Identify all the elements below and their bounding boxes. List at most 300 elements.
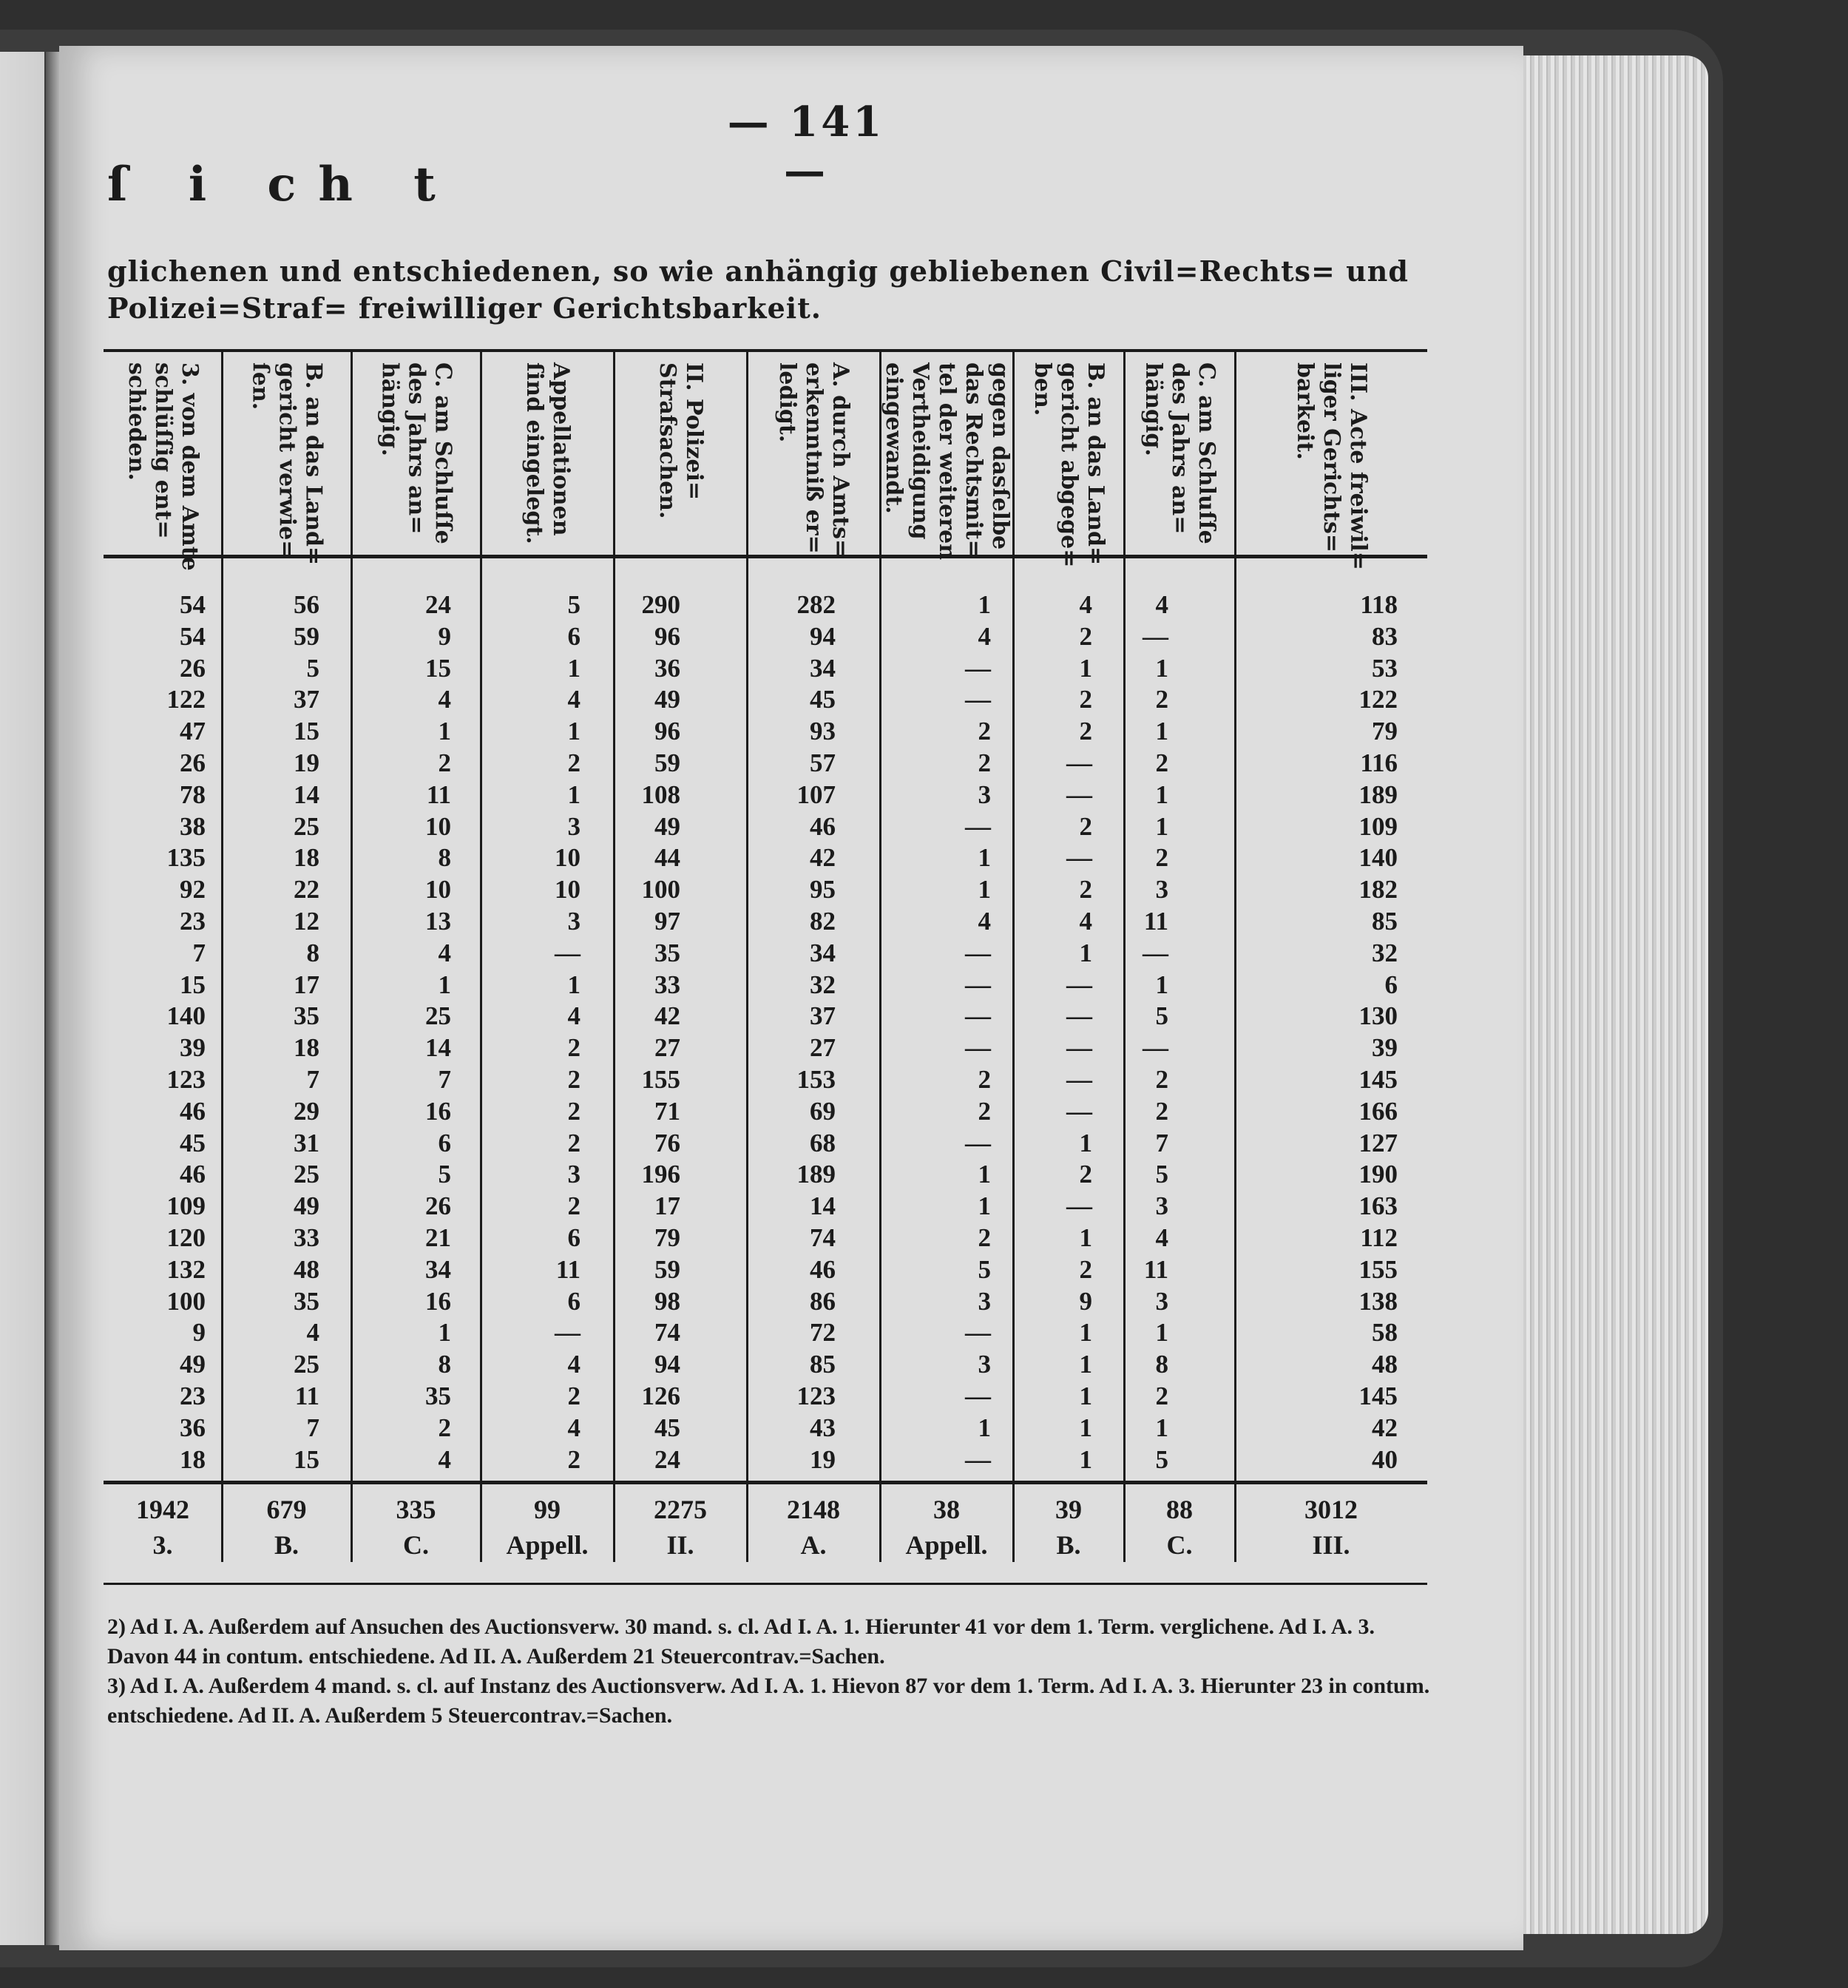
table-cell: 93 bbox=[810, 717, 836, 746]
table-cell: 56 bbox=[294, 590, 319, 619]
table-cell: 2 bbox=[1155, 1096, 1168, 1126]
table-cell: 14 bbox=[810, 1191, 836, 1221]
table-cell: 59 bbox=[654, 748, 680, 777]
table-cell: 8 bbox=[1155, 1350, 1168, 1379]
table-cell: 46 bbox=[810, 1254, 836, 1284]
total-value: 679 bbox=[266, 1495, 307, 1524]
total-label: B. bbox=[274, 1530, 299, 1560]
table-cell: 21 bbox=[425, 1223, 451, 1252]
footnote-rule bbox=[104, 1583, 1427, 1585]
table-cell: 132 bbox=[166, 1254, 206, 1284]
table-cell: 127 bbox=[1358, 1128, 1398, 1157]
table-cell: 2 bbox=[567, 1064, 581, 1094]
table-cell: 1 bbox=[567, 653, 581, 683]
table-cell: 24 bbox=[654, 1444, 680, 1474]
table-cell: 46 bbox=[180, 1096, 206, 1126]
table-cell: 42 bbox=[1372, 1413, 1398, 1442]
table-cell: 9 bbox=[438, 621, 451, 651]
table-cell: 24 bbox=[425, 590, 451, 619]
table-cell: 85 bbox=[1372, 906, 1398, 936]
table-cell: 96 bbox=[654, 717, 680, 746]
table-cell: 7 bbox=[192, 938, 206, 967]
table-cell: 6 bbox=[567, 621, 581, 651]
table-cell: 46 bbox=[180, 1160, 206, 1189]
table-cell: 2 bbox=[567, 1444, 581, 1474]
table-cell: 53 bbox=[1372, 653, 1398, 683]
table-cell: 44 bbox=[654, 843, 680, 873]
table-cell: 135 bbox=[166, 843, 206, 873]
table-cell: 54 bbox=[180, 621, 206, 651]
table-cell: 2 bbox=[978, 717, 991, 746]
table-cell: 48 bbox=[294, 1254, 319, 1284]
table-cell: 68 bbox=[810, 1128, 836, 1157]
table-total-rule bbox=[104, 1481, 1427, 1484]
table-cell: 78 bbox=[180, 780, 206, 809]
column-header bbox=[481, 362, 614, 547]
table-cell: 1 bbox=[1079, 1444, 1092, 1474]
table-cell: 18 bbox=[294, 843, 319, 873]
table-cell: — bbox=[1066, 1033, 1092, 1063]
table-cell: 109 bbox=[1358, 811, 1398, 841]
table-cell: 94 bbox=[654, 1350, 680, 1379]
table-cell: 8 bbox=[438, 843, 451, 873]
table-cell: 1 bbox=[978, 875, 991, 905]
table-cell: 37 bbox=[810, 1001, 836, 1031]
table-cell: — bbox=[1066, 970, 1092, 999]
footnote-2: 2) Ad I. A. Außerdem auf Ansuchen des Auctionsverw. 30 mand. s. cl. Ad I. A. 1. Hierunter 41 vor dem 1. Term. verglichene. Ad I. A. 3. Davon 44 in contum. entschiedene. Ad II. A. Außerdem 21 Steuercontrav.=Sachen. bbox=[107, 1615, 1375, 1668]
total-label: C. bbox=[1166, 1530, 1193, 1560]
table-cell: 4 bbox=[438, 938, 451, 967]
column-header-label: 3. von dem Amte schlüſſig ent= schieden. bbox=[123, 362, 203, 571]
data-column bbox=[362, 589, 451, 1475]
table-cell: 59 bbox=[654, 1254, 680, 1284]
data-column bbox=[231, 589, 319, 1475]
table-cell: 108 bbox=[641, 780, 680, 809]
column-header-label: gegen dasſelbe das Rechtsmit= tel der weiteren Vertheidigung eingewandt. bbox=[881, 362, 1013, 561]
table-cell: 15 bbox=[294, 1444, 319, 1474]
table-cell: 49 bbox=[654, 811, 680, 841]
table-cell: 3 bbox=[567, 811, 581, 841]
table-cell: — bbox=[965, 1033, 991, 1063]
table-cell: 16 bbox=[425, 1286, 451, 1316]
table-cell: 2 bbox=[1155, 843, 1168, 873]
table-cell: 34 bbox=[425, 1254, 451, 1284]
table-cell: 6 bbox=[438, 1128, 451, 1157]
table-cell: 37 bbox=[294, 685, 319, 714]
table-cell: — bbox=[1066, 1064, 1092, 1094]
table-cell: 10 bbox=[425, 875, 451, 905]
total-value: 2275 bbox=[654, 1495, 707, 1524]
table-cell: 34 bbox=[810, 938, 836, 967]
table-cell: 1 bbox=[567, 970, 581, 999]
table-cell: 2 bbox=[438, 748, 451, 777]
table-cell: 69 bbox=[810, 1096, 836, 1126]
table-cell: 189 bbox=[1358, 780, 1398, 809]
table-cell: 97 bbox=[654, 906, 680, 936]
table-cell: 10 bbox=[555, 843, 581, 873]
table-cell: 59 bbox=[294, 621, 319, 651]
total-cell bbox=[614, 1492, 747, 1563]
table-cell: 122 bbox=[1358, 685, 1398, 714]
table-cell: 26 bbox=[180, 748, 206, 777]
table-cell: 12 bbox=[294, 906, 319, 936]
table-cell: 2 bbox=[1079, 621, 1092, 651]
table-cell: 38 bbox=[180, 811, 206, 841]
table-cell: 33 bbox=[294, 1223, 319, 1252]
table-cell: 140 bbox=[1358, 843, 1398, 873]
table-cell: 4 bbox=[438, 685, 451, 714]
table-cell: 4 bbox=[567, 1350, 581, 1379]
table-cell: — bbox=[1066, 780, 1092, 809]
total-cell bbox=[222, 1492, 351, 1563]
column-header-label: B. an das Land= gericht abgege= ben. bbox=[1029, 362, 1109, 568]
table-top-rule bbox=[104, 349, 1427, 352]
table-cell: 122 bbox=[166, 685, 206, 714]
table-cell: 1 bbox=[1155, 780, 1168, 809]
column-header bbox=[222, 362, 351, 566]
table-cell: 2 bbox=[567, 1191, 581, 1221]
table-cell: 1 bbox=[567, 780, 581, 809]
data-column bbox=[732, 589, 836, 1475]
table-cell: 2 bbox=[1155, 748, 1168, 777]
table-cell: 17 bbox=[654, 1191, 680, 1221]
table-cell: 163 bbox=[1358, 1191, 1398, 1221]
page-edges bbox=[1523, 55, 1708, 1934]
column-header bbox=[1013, 362, 1124, 568]
table-cell: 1 bbox=[1155, 811, 1168, 841]
table-cell: 9 bbox=[1079, 1286, 1092, 1316]
table-cell: 45 bbox=[180, 1128, 206, 1157]
column-header-label: C. am Schluſſe des Jahrs an= hängig. bbox=[376, 362, 456, 544]
table-cell: — bbox=[965, 938, 991, 967]
data-column bbox=[1094, 589, 1168, 1475]
table-cell: 4 bbox=[1079, 906, 1092, 936]
table-cell: 43 bbox=[810, 1413, 836, 1442]
table-cell: 100 bbox=[641, 875, 680, 905]
table-cell: 4 bbox=[306, 1318, 319, 1348]
table-cell: 74 bbox=[810, 1223, 836, 1252]
table-cell: 98 bbox=[654, 1286, 680, 1316]
table-cell: 39 bbox=[1372, 1033, 1398, 1063]
table-cell: 145 bbox=[1358, 1064, 1398, 1094]
table-cell: 1 bbox=[1155, 717, 1168, 746]
table-cell: 2 bbox=[438, 1413, 451, 1442]
table-cell: 4 bbox=[567, 685, 581, 714]
table-cell: 5 bbox=[567, 590, 581, 619]
table-cell: 23 bbox=[180, 906, 206, 936]
total-cell bbox=[1013, 1492, 1124, 1563]
table-cell: 3 bbox=[978, 780, 991, 809]
table-cell: 1 bbox=[978, 1160, 991, 1189]
table-cell: — bbox=[1066, 1001, 1092, 1031]
total-label: Appell. bbox=[905, 1530, 988, 1560]
table-cell: 15 bbox=[425, 653, 451, 683]
table-cell: — bbox=[1143, 938, 1168, 967]
table-cell: 2 bbox=[1079, 811, 1092, 841]
data-column bbox=[507, 589, 581, 1475]
table-cell: 3 bbox=[978, 1350, 991, 1379]
table-cell: 1 bbox=[978, 843, 991, 873]
table-cell: 123 bbox=[796, 1381, 836, 1410]
table-cell: 42 bbox=[654, 1001, 680, 1031]
table-cell: 11 bbox=[555, 1254, 581, 1284]
total-cell bbox=[1124, 1492, 1235, 1563]
column-header-label: B. an das Land= gericht verwie= ſen. bbox=[247, 362, 327, 566]
data-column bbox=[932, 589, 991, 1475]
column-header-label: Appellationen ſind eingelegt. bbox=[521, 362, 574, 544]
table-cell: — bbox=[1066, 1191, 1092, 1221]
table-cell: 140 bbox=[166, 1001, 206, 1031]
table-cell: 4 bbox=[1079, 590, 1092, 619]
statistics-table bbox=[104, 349, 1427, 1562]
table-cell: — bbox=[1143, 621, 1168, 651]
table-cell: 39 bbox=[180, 1033, 206, 1063]
table-cell: 4 bbox=[567, 1413, 581, 1442]
table-cell: 1 bbox=[978, 1413, 991, 1442]
table-cell: 74 bbox=[654, 1318, 680, 1348]
table-cell: 6 bbox=[567, 1223, 581, 1252]
table-cell: 3 bbox=[1155, 1286, 1168, 1316]
table-cell: 94 bbox=[810, 621, 836, 651]
table-cell: 19 bbox=[810, 1444, 836, 1474]
table-cell: 123 bbox=[166, 1064, 206, 1094]
table-cell: 2 bbox=[567, 1096, 581, 1126]
table-cell: 1 bbox=[978, 1191, 991, 1221]
table-cell: 25 bbox=[294, 1350, 319, 1379]
total-cell bbox=[481, 1492, 614, 1563]
data-column bbox=[117, 589, 206, 1475]
table-cell: 1 bbox=[1079, 1413, 1092, 1442]
table-cell: 7 bbox=[306, 1064, 319, 1094]
table-cell: — bbox=[1066, 843, 1092, 873]
page-title: ſ i ch t bbox=[107, 157, 458, 212]
table-cell: 76 bbox=[654, 1128, 680, 1157]
table-cell: 196 bbox=[641, 1160, 680, 1189]
table-cell: 2 bbox=[978, 748, 991, 777]
table-cell: 33 bbox=[654, 970, 680, 999]
table-cell: — bbox=[555, 938, 581, 967]
table-cell: 3 bbox=[1155, 875, 1168, 905]
table-cell: 6 bbox=[1384, 970, 1398, 999]
table-cell: 15 bbox=[180, 970, 206, 999]
table-cell: 7 bbox=[438, 1064, 451, 1094]
table-cell: 71 bbox=[654, 1096, 680, 1126]
table-cell: — bbox=[1143, 1033, 1168, 1063]
data-column bbox=[1294, 589, 1398, 1475]
table-cell: 35 bbox=[294, 1001, 319, 1031]
table-cell: 92 bbox=[180, 875, 206, 905]
table-cell: 5 bbox=[1155, 1444, 1168, 1474]
table-cell: 1 bbox=[1079, 1350, 1092, 1379]
table-cell: 153 bbox=[796, 1064, 836, 1094]
table-cell: 45 bbox=[810, 685, 836, 714]
table-cell: 120 bbox=[166, 1223, 206, 1252]
table-cell: 1 bbox=[1079, 938, 1092, 967]
table-cell: 1 bbox=[1079, 1381, 1092, 1410]
table-cell: 4 bbox=[567, 1001, 581, 1031]
table-cell: 25 bbox=[294, 811, 319, 841]
total-label: A. bbox=[800, 1530, 827, 1560]
table-cell: 13 bbox=[425, 906, 451, 936]
table-cell: 2 bbox=[978, 1096, 991, 1126]
footnotes bbox=[107, 1612, 1431, 1731]
total-value: 3012 bbox=[1304, 1495, 1358, 1524]
table-cell: 2 bbox=[1079, 1254, 1092, 1284]
table-cell: 7 bbox=[1155, 1128, 1168, 1157]
table-cell: 2 bbox=[1155, 685, 1168, 714]
table-cell: 1 bbox=[1079, 1318, 1092, 1348]
total-value: 99 bbox=[534, 1495, 561, 1524]
table-cell: 16 bbox=[425, 1096, 451, 1126]
table-cell: 27 bbox=[654, 1033, 680, 1063]
table-cell: 109 bbox=[166, 1191, 206, 1221]
table-cell: 1 bbox=[438, 717, 451, 746]
table-cell: — bbox=[1066, 748, 1092, 777]
table-cell: 126 bbox=[641, 1381, 680, 1410]
table-cell: 2 bbox=[1155, 1064, 1168, 1094]
table-cell: — bbox=[965, 811, 991, 841]
total-cell bbox=[1235, 1492, 1427, 1563]
table-cell: 83 bbox=[1372, 621, 1398, 651]
table-cell: 1 bbox=[438, 970, 451, 999]
table-cell: 26 bbox=[180, 653, 206, 683]
table-cell: 1 bbox=[978, 590, 991, 619]
column-header bbox=[104, 362, 222, 571]
table-cell: 1 bbox=[1155, 653, 1168, 683]
left-page-edge bbox=[0, 52, 44, 1945]
table-cell: 4 bbox=[978, 906, 991, 936]
table-cell: 35 bbox=[425, 1381, 451, 1410]
table-cell: 45 bbox=[654, 1413, 680, 1442]
page-number: — 141 — bbox=[727, 98, 885, 195]
table-cell: 3 bbox=[978, 1286, 991, 1316]
table-cell: 23 bbox=[180, 1381, 206, 1410]
total-value: 88 bbox=[1166, 1495, 1193, 1524]
column-header bbox=[614, 362, 747, 547]
table-cell: — bbox=[965, 1318, 991, 1348]
table-cell: 2 bbox=[567, 748, 581, 777]
table-cell: 3 bbox=[1155, 1191, 1168, 1221]
column-header bbox=[880, 362, 1013, 561]
footnote-3: 3) Ad I. A. Außerdem 4 mand. s. cl. auf Instanz des Auctionsverw. Ad I. A. 1. Hievon 87 vor dem 1. Term. Ad I. A. 3. Hierunter 23 in contum. entschiedene. Ad II. A. Außerdem 5 Steuercontrav.=Sachen. bbox=[107, 1674, 1430, 1728]
table-cell: 25 bbox=[294, 1160, 319, 1189]
table-cell: 85 bbox=[810, 1350, 836, 1379]
total-value: 335 bbox=[396, 1495, 436, 1524]
total-label: III. bbox=[1312, 1530, 1350, 1560]
table-cell: 27 bbox=[810, 1033, 836, 1063]
total-cell bbox=[104, 1492, 222, 1563]
total-label: II. bbox=[666, 1530, 694, 1560]
table-cell: — bbox=[965, 1001, 991, 1031]
total-label: Appell. bbox=[506, 1530, 589, 1560]
table-cell: 2 bbox=[1079, 875, 1092, 905]
column-header bbox=[1235, 362, 1427, 570]
table-cell: 11 bbox=[426, 780, 451, 809]
table-cell: 54 bbox=[180, 590, 206, 619]
table-cell: 1 bbox=[1079, 1223, 1092, 1252]
column-header bbox=[747, 362, 880, 558]
table-cell: 112 bbox=[1360, 1223, 1398, 1252]
table-cell: 2 bbox=[978, 1064, 991, 1094]
total-value: 2148 bbox=[787, 1495, 840, 1524]
table-cell: 2 bbox=[567, 1033, 581, 1063]
table-cell: 8 bbox=[438, 1350, 451, 1379]
table-cell: 19 bbox=[294, 748, 319, 777]
table-cell: 48 bbox=[1372, 1350, 1398, 1379]
table-cell: 2 bbox=[567, 1128, 581, 1157]
table-cell: — bbox=[965, 1128, 991, 1157]
table-cell: 1 bbox=[1079, 653, 1092, 683]
table-cell: 4 bbox=[1155, 1223, 1168, 1252]
table-cell: 166 bbox=[1358, 1096, 1398, 1126]
table-cell: 14 bbox=[294, 780, 319, 809]
table-cell: 32 bbox=[1372, 938, 1398, 967]
table-cell: 11 bbox=[294, 1381, 319, 1410]
table-cell: 145 bbox=[1358, 1381, 1398, 1410]
table-cell: 31 bbox=[294, 1128, 319, 1157]
table-cell: — bbox=[555, 1318, 581, 1348]
total-cell bbox=[880, 1492, 1013, 1563]
table-cell: 190 bbox=[1358, 1160, 1398, 1189]
table-cell: — bbox=[965, 970, 991, 999]
table-cell: 290 bbox=[641, 590, 680, 619]
table-cell: 42 bbox=[810, 843, 836, 873]
table-cell: 11 bbox=[1143, 1254, 1168, 1284]
book-page bbox=[59, 46, 1523, 1950]
table-cell: 10 bbox=[555, 875, 581, 905]
table-cell: 5 bbox=[1155, 1160, 1168, 1189]
column-header-label: II. Polizei= Strafsachen. bbox=[654, 362, 707, 519]
table-cell: 18 bbox=[294, 1033, 319, 1063]
table-cell: 49 bbox=[294, 1191, 319, 1221]
table-cell: 1 bbox=[1155, 1413, 1168, 1442]
table-cell: 29 bbox=[294, 1096, 319, 1126]
table-cell: 35 bbox=[294, 1286, 319, 1316]
table-cell: 32 bbox=[810, 970, 836, 999]
table-cell: 100 bbox=[166, 1286, 206, 1316]
table-cell: 25 bbox=[425, 1001, 451, 1031]
table-cell: 10 bbox=[425, 811, 451, 841]
table-cell: 49 bbox=[654, 685, 680, 714]
table-cell: 5 bbox=[306, 653, 319, 683]
table-cell: 9 bbox=[192, 1318, 206, 1348]
table-cell: 96 bbox=[654, 621, 680, 651]
table-cell: 155 bbox=[1358, 1254, 1398, 1284]
table-cell: 1 bbox=[438, 1318, 451, 1348]
table-cell: 57 bbox=[810, 748, 836, 777]
table-cell: 22 bbox=[294, 875, 319, 905]
column-header bbox=[1124, 362, 1235, 547]
column-header-label: A. durch Amts= erkenntniß er= ledigt. bbox=[774, 362, 853, 558]
table-cell: — bbox=[965, 1444, 991, 1474]
table-cell: 72 bbox=[810, 1318, 836, 1348]
table-cell: 6 bbox=[567, 1286, 581, 1316]
table-cell: 47 bbox=[180, 717, 206, 746]
total-cell bbox=[351, 1492, 481, 1563]
table-cell: 155 bbox=[641, 1064, 680, 1094]
table-cell: 14 bbox=[425, 1033, 451, 1063]
table-cell: 107 bbox=[796, 780, 836, 809]
table-cell: 1 bbox=[1079, 1128, 1092, 1157]
table-cell: 182 bbox=[1358, 875, 1398, 905]
table-cell: 2 bbox=[1079, 1160, 1092, 1189]
table-cell: 79 bbox=[654, 1223, 680, 1252]
table-cell: 2 bbox=[1079, 717, 1092, 746]
table-cell: 138 bbox=[1358, 1286, 1398, 1316]
total-value: 1942 bbox=[136, 1495, 189, 1524]
table-cell: 34 bbox=[810, 653, 836, 683]
table-cell: 15 bbox=[294, 717, 319, 746]
